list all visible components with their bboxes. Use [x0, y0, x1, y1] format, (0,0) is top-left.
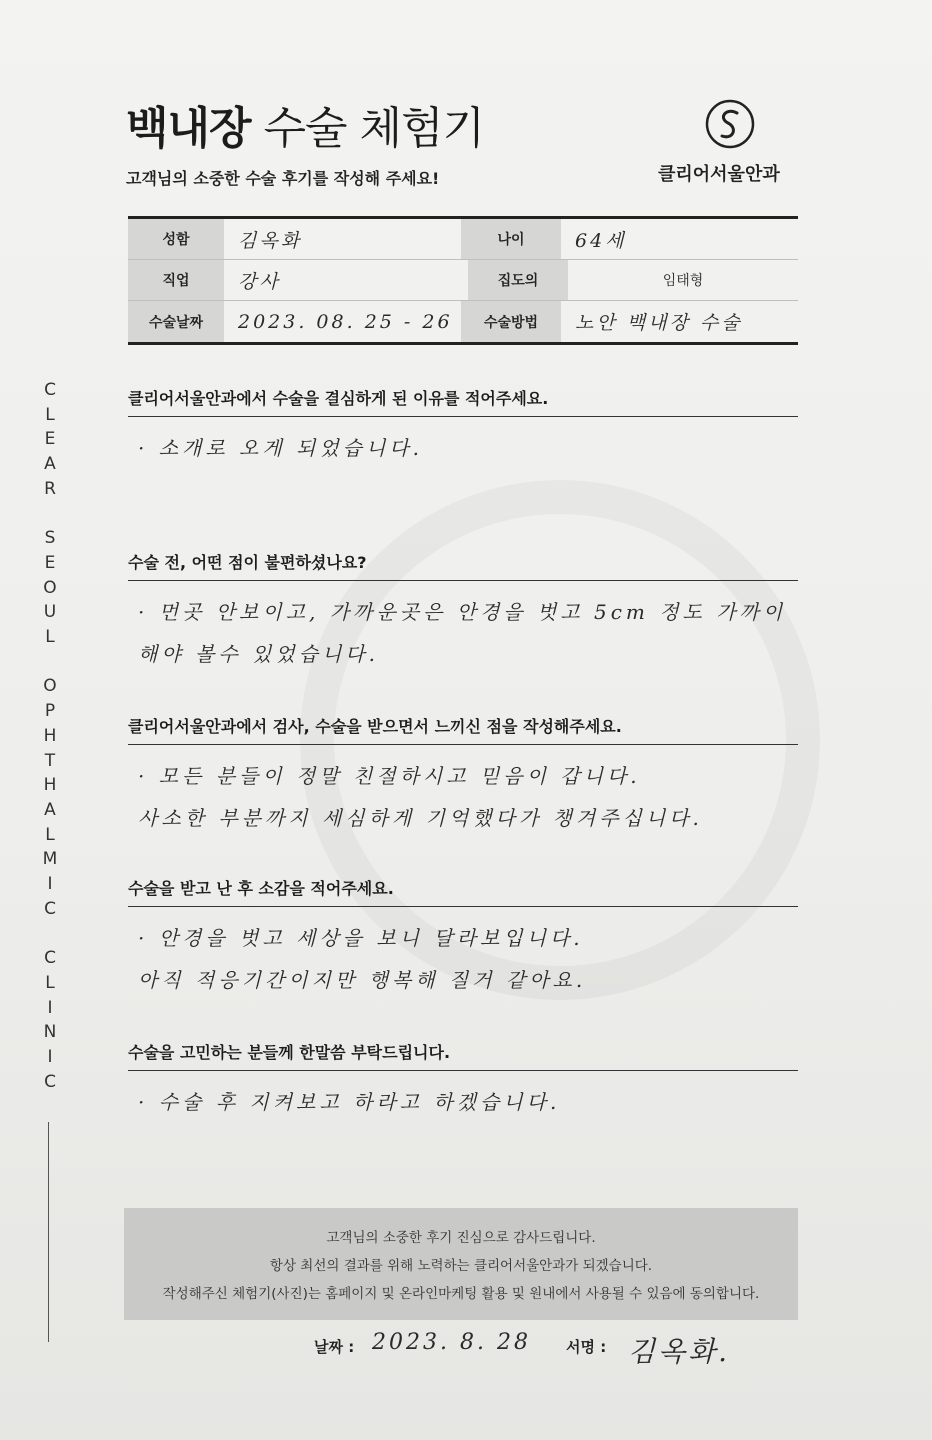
side-text-char	[38, 921, 62, 946]
side-clinic-text	[38, 378, 62, 1094]
side-text-char: E	[44, 552, 56, 573]
answer-line: 해야 볼수 있었습니다.	[138, 642, 379, 666]
answer-text	[128, 417, 798, 469]
answer-text	[128, 581, 798, 675]
answer-line: · 먼곳 안보이고, 가까운곳은 안경을 벗고 5cm 정도 가까이	[138, 600, 787, 624]
answer-text	[128, 907, 798, 1001]
side-text-char	[38, 502, 62, 527]
job-label: 직업	[128, 260, 224, 300]
side-text-char: L	[45, 627, 55, 648]
notice-line: 항상 최선의 결과를 위해 노력하는 클리어서울안과가 되겠습니다.	[269, 1258, 653, 1274]
info-row	[128, 301, 798, 342]
method-value: 노안 백내장 수술	[575, 312, 743, 334]
doctor-label: 집도의	[468, 260, 568, 300]
answer-line: · 수술 후 지켜보고 하라고 하겠습니다.	[138, 1090, 561, 1114]
side-text-char: O	[43, 577, 57, 598]
patient-info-table	[128, 216, 798, 345]
answer-text	[128, 745, 798, 839]
side-divider	[48, 1122, 49, 1342]
side-text-char: E	[44, 429, 56, 450]
job-value: 강사	[238, 270, 281, 293]
side-text-char: O	[43, 676, 57, 697]
side-text-char: H	[43, 775, 57, 796]
footer-signature: 김옥화.	[628, 1335, 731, 1368]
footer-date-label: 날짜 :	[314, 1338, 355, 1356]
notice-line: 작성해주신 체험기(사진)는 홈페이지 및 온라인마케팅 활용 및 원내에서 사용될 수 있음에 동의합니다.	[162, 1286, 760, 1302]
question-section-after	[128, 876, 798, 1001]
side-text-char: C	[44, 898, 56, 919]
brand-name: 클리어서울안과	[658, 164, 780, 185]
side-text-char: I	[47, 874, 53, 895]
side-text-char: N	[43, 1022, 57, 1043]
footer-date-value: 2023. 8. 28	[372, 1330, 531, 1355]
side-text-char: A	[44, 454, 56, 475]
side-text-char: T	[44, 750, 56, 771]
footer-sign-label: 서명 :	[566, 1338, 607, 1356]
answer-line: · 안경을 벗고 세상을 보니 달라보입니다.	[138, 926, 584, 950]
side-text-char: P	[44, 701, 56, 722]
title-light: 수술 체험기	[263, 103, 485, 154]
side-text-char: L	[45, 404, 55, 425]
clinic-logo-icon	[704, 98, 756, 150]
question-text: 수술을 받고 난 후 소감을 적어주세요.	[128, 876, 798, 907]
page-subtitle: 고객님의 소중한 수술 후기를 작성해 주세요!	[126, 169, 440, 188]
question-text: 클리어서울안과에서 검사, 수술을 받으면서 느끼신 점을 작성해주세요.	[128, 714, 798, 745]
side-text-char: S	[44, 528, 56, 549]
answer-text	[128, 1071, 798, 1123]
date-label: 수술날짜	[128, 301, 224, 342]
question-text: 수술 전, 어떤 점이 불편하셨나요?	[128, 550, 798, 581]
question-section-reason	[128, 386, 798, 469]
answer-line: 사소한 부분까지 세심하게 기억했다가 챙겨주십니다.	[138, 806, 703, 830]
notice-line: 고객님의 소중한 후기 진심으로 감사드립니다.	[326, 1230, 596, 1246]
method-label: 수술방법	[461, 301, 561, 342]
side-text-char	[38, 650, 62, 675]
answer-line: 아직 적응기간이지만 행복해 질거 같아요.	[138, 968, 587, 992]
answer-line: · 소개로 오게 되었습니다.	[138, 436, 423, 460]
side-text-char: L	[45, 824, 55, 845]
side-text-char: R	[44, 478, 56, 499]
side-text-char: I	[47, 1046, 53, 1067]
side-text-char: U	[43, 602, 57, 623]
date-value: 2023. 08. 25 - 26	[238, 310, 453, 333]
side-text-char: H	[43, 725, 57, 746]
question-section-experience	[128, 714, 798, 839]
question-text: 수술을 고민하는 분들께 한말씀 부탁드립니다.	[128, 1040, 798, 1071]
side-text-char: C	[44, 380, 56, 400]
title-bold: 백내장	[126, 103, 251, 154]
answer-line: · 모든 분들이 정말 친절하시고 믿음이 갑니다.	[138, 764, 641, 788]
side-text-char: I	[47, 997, 53, 1018]
name-label: 성함	[128, 219, 224, 259]
question-section-advice	[128, 1040, 798, 1123]
consent-notice	[124, 1208, 798, 1320]
side-text-char: C	[44, 1071, 56, 1092]
side-text-char: L	[45, 972, 55, 993]
question-text: 클리어서울안과에서 수술을 결심하게 된 이유를 적어주세요.	[128, 386, 798, 417]
name-value: 김옥화	[238, 229, 303, 252]
page-title	[126, 92, 484, 156]
question-section-inconvenience	[128, 550, 798, 675]
doctor-value: 임태형	[662, 273, 704, 289]
side-text-char: A	[44, 799, 56, 820]
side-text-char: C	[44, 948, 56, 969]
info-row	[128, 260, 798, 301]
age-value: 64세	[575, 229, 627, 252]
info-row	[128, 219, 798, 260]
age-label: 나이	[461, 219, 561, 259]
side-text-char: M	[42, 849, 58, 870]
